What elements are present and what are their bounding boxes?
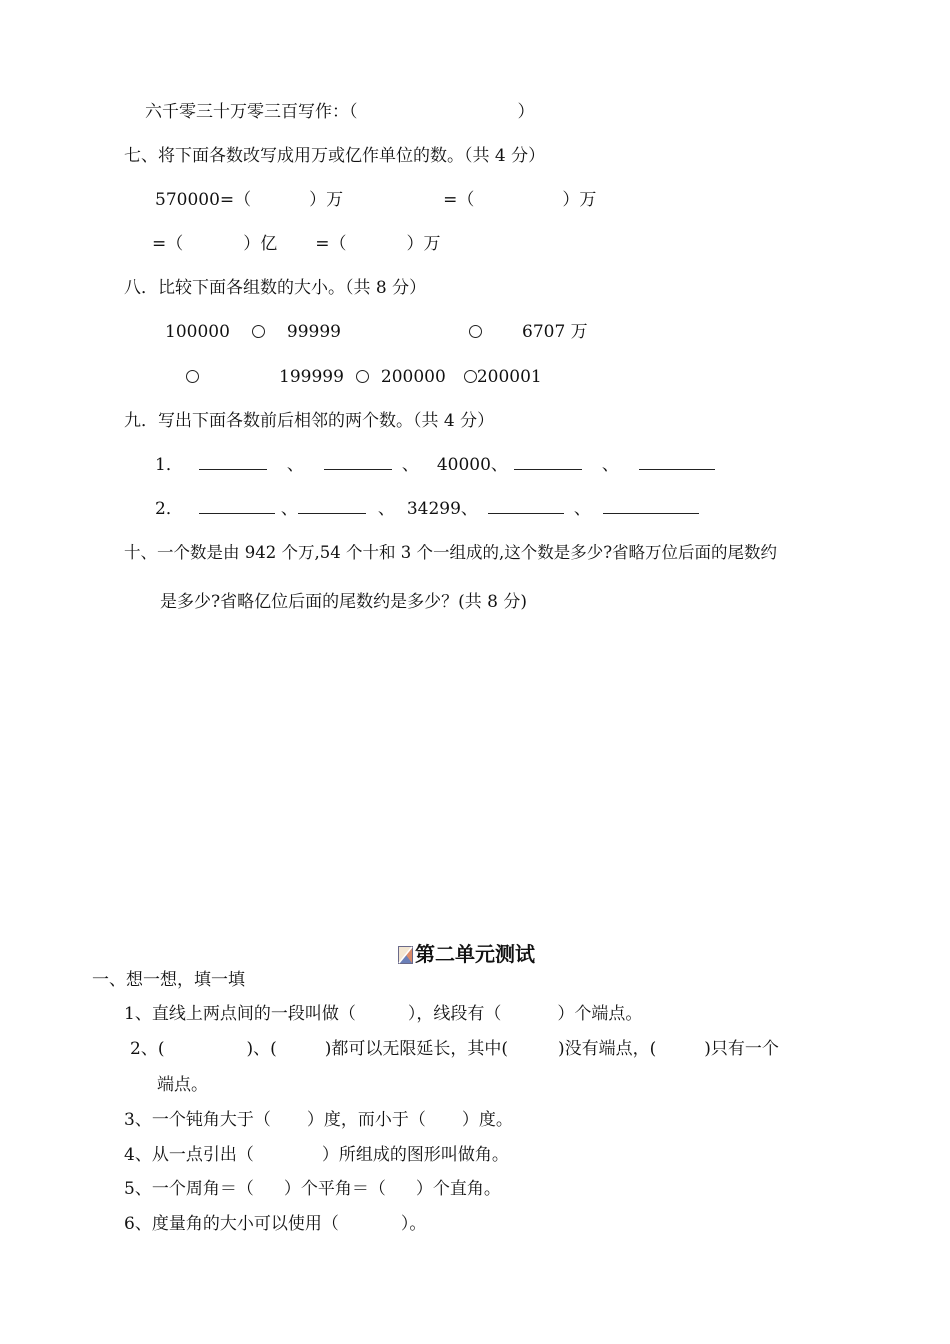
q9-heading: 九．写出下面各数前后相邻的两个数。（共 4 分） bbox=[124, 411, 495, 431]
unit2-q5-c: ）个直角。 bbox=[415, 1179, 501, 1199]
q8-heading: 八．比较下面各组数的大小。（共 8 分） bbox=[124, 278, 427, 298]
q9-r1-sep-3: 、 bbox=[601, 455, 619, 475]
unit2-q5 bbox=[124, 1178, 501, 1200]
q8-r1-b: 99999 bbox=[286, 322, 341, 342]
q9-r2-blank-4[interactable] bbox=[603, 499, 699, 514]
unit2-q1-c: ）个端点。 bbox=[557, 1004, 643, 1024]
unit2-q1 bbox=[124, 1003, 642, 1025]
unit2-q2-d: )没有端点，( bbox=[557, 1039, 657, 1059]
q9-r2-sep-1: 、 bbox=[280, 499, 298, 519]
q9-r1-val: 40000、 bbox=[436, 455, 508, 475]
unit2-q5-b: ）个平角＝（ bbox=[283, 1179, 386, 1199]
q9-row-2 bbox=[155, 498, 699, 520]
q7-r2-b: ）亿 bbox=[243, 234, 278, 254]
q9-r1-blank-1[interactable] bbox=[199, 455, 267, 470]
picture-icon bbox=[398, 946, 413, 964]
unit2-q4-b: ）所组成的图形叫做角。 bbox=[321, 1145, 509, 1165]
q9-r2-blank-3[interactable] bbox=[488, 499, 564, 514]
q7-row-2 bbox=[152, 233, 441, 255]
compare-circle-4[interactable] bbox=[356, 370, 369, 383]
q9-r1-blank-4[interactable] bbox=[639, 455, 715, 470]
q7-r1-c: =（ bbox=[443, 190, 475, 210]
q7-r2-c: =（ bbox=[315, 234, 347, 254]
q9-r2-val: 34299、 bbox=[406, 499, 478, 519]
q9-r1-num: 1． bbox=[155, 455, 183, 475]
q7-r1-a: 570000=（ bbox=[155, 190, 252, 210]
q7-r1-b: ）万 bbox=[309, 190, 344, 210]
write-number-line bbox=[145, 101, 535, 123]
unit2-q6-a: 6、度量角的大小可以使用（ bbox=[124, 1214, 339, 1234]
q9-r1-blank-2[interactable] bbox=[324, 455, 392, 470]
q8-row-2 bbox=[186, 366, 542, 388]
q9-r1-sep-1: 、 bbox=[286, 455, 304, 475]
write-number-text: 六千零三十万零三百写作：（ bbox=[145, 102, 358, 122]
q8-r2-b: 200000 bbox=[380, 367, 446, 387]
unit2-q3 bbox=[124, 1109, 513, 1131]
q9-r2-sep-3: 、 bbox=[573, 499, 591, 519]
unit2-section: 一、想一想，填一填 bbox=[92, 970, 245, 990]
q8-row-1 bbox=[165, 321, 588, 343]
unit2-q1-a: 1、直线上两点间的一段叫做（ bbox=[124, 1004, 356, 1024]
q10-line-2: 是多少?省略亿位后面的尾数约是多少？(共 8 分) bbox=[160, 592, 528, 612]
unit2-q2-e: )只有一个 bbox=[704, 1039, 779, 1059]
q9-row-1 bbox=[155, 454, 715, 476]
q8-r1-a: 100000 bbox=[165, 322, 230, 342]
q8-r1-c: 6707 万 bbox=[522, 322, 588, 342]
unit2-q2-line-2: 端点。 bbox=[157, 1075, 208, 1095]
write-number-close: ） bbox=[517, 102, 535, 122]
q9-r2-blank-1[interactable] bbox=[199, 499, 275, 514]
unit2-q2-b: )、( bbox=[246, 1039, 277, 1059]
q9-r2-blank-2[interactable] bbox=[298, 499, 366, 514]
unit2-q2-c: )都可以无限延长，其中( bbox=[324, 1039, 508, 1059]
q9-r2-sep-2: 、 bbox=[377, 499, 395, 519]
unit2-q4 bbox=[124, 1144, 509, 1166]
unit2-q6-b: ）。 bbox=[400, 1214, 427, 1234]
unit2-q3-c: ）度。 bbox=[461, 1110, 513, 1130]
q7-heading: 七、将下面各数改写成用万或亿作单位的数。（共 4 分） bbox=[124, 146, 546, 166]
q9-r1-blank-3[interactable] bbox=[514, 455, 582, 470]
compare-circle-5[interactable] bbox=[464, 370, 477, 383]
unit2-q3-a: 3、一个钝角大于（ bbox=[124, 1110, 271, 1130]
q7-r2-d: ）万 bbox=[406, 234, 441, 254]
q7-row-1 bbox=[155, 189, 596, 211]
unit2-q4-a: 4、从一点引出（ bbox=[124, 1145, 254, 1165]
q8-r2-c: 200001 bbox=[476, 367, 542, 387]
q10-line-1: 十、一个数是由 942 个万,54 个十和 3 个一组成的,这个数是多少?省略万位后面的尾数约 bbox=[124, 543, 778, 562]
unit2-title-text: 第二单元测试 bbox=[415, 942, 535, 966]
q9-r2-num: 2． bbox=[155, 499, 183, 519]
unit2-q5-a: 5、一个周角＝（ bbox=[124, 1179, 254, 1199]
compare-circle-1[interactable] bbox=[252, 325, 265, 338]
unit2-q6 bbox=[124, 1213, 426, 1235]
unit2-q3-b: ）度，而小于（ bbox=[306, 1110, 426, 1130]
q7-r2-a: =（ bbox=[152, 234, 184, 254]
q7-r1-d: ）万 bbox=[562, 190, 597, 210]
unit2-title bbox=[398, 940, 535, 968]
unit2-q2-a: 2、( bbox=[130, 1039, 165, 1059]
q9-r1-sep-2: 、 bbox=[401, 455, 419, 475]
compare-circle-3[interactable] bbox=[186, 370, 199, 383]
unit2-q1-b: ），线段有（ bbox=[407, 1004, 502, 1024]
compare-circle-2[interactable] bbox=[469, 325, 482, 338]
unit2-q2 bbox=[130, 1038, 779, 1060]
q8-r2-a: 199999 bbox=[279, 367, 344, 387]
